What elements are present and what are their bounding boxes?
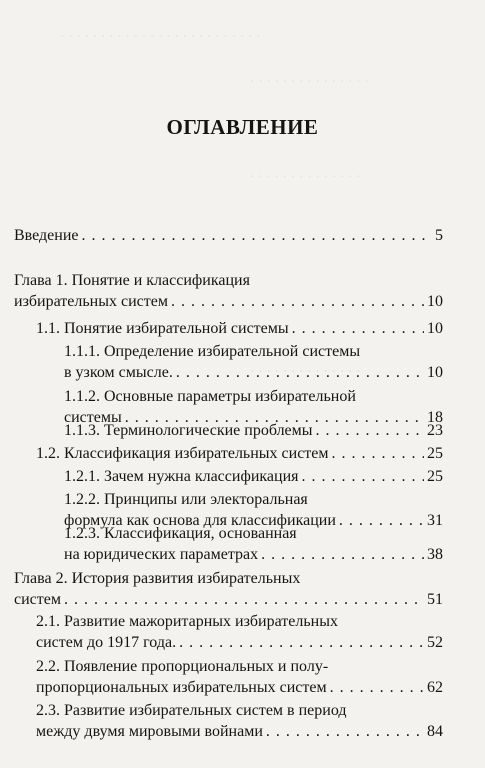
dot-leader: [64, 589, 424, 610]
toc-entry-text-first-line: 1.2.3. Классификация, основанная: [64, 525, 297, 542]
toc-entry-subsection-1-2-3: [64, 523, 443, 565]
dot-leader: [332, 443, 424, 464]
toc-entry-subsection-1-1-3: [64, 420, 443, 441]
dot-leader: [292, 318, 424, 339]
toc-entry-text: 1.1.3. Терминологические проблемы: [64, 422, 313, 439]
toc-entry-page: 31: [427, 512, 443, 529]
toc-entry-section-2-3: [36, 700, 443, 742]
toc-entry-page: 25: [427, 445, 443, 462]
dot-leader: [176, 362, 424, 383]
show-through-texture: · · · · · · · · · · · · · ·: [250, 170, 361, 185]
toc-entry-text: на юридических параметрах: [64, 546, 259, 563]
toc-entry-page: 23: [427, 422, 443, 439]
toc-entry-chapter-1: [14, 270, 443, 312]
toc-entry-section-1-2: [36, 443, 443, 464]
toc-entry-subsection-1-2-1: [64, 466, 443, 487]
show-through-texture: · · · · · · · · · · · · · · · · · · · · · · · · ·: [60, 30, 261, 45]
toc-entry-text-first-line: 2.1. Развитие мажоритарных избирательных: [36, 613, 338, 630]
toc-entry-page: 10: [427, 293, 443, 310]
toc-entry-page: 25: [427, 468, 443, 485]
toc-entry-text: формула как основа для классификации: [64, 512, 336, 529]
toc-entry-section-1-1: [36, 318, 443, 339]
toc-entry-page: 52: [427, 634, 443, 651]
toc-entry-subsection-1-1-1: [64, 341, 443, 383]
dot-leader: [266, 721, 424, 742]
toc-entry-section-2-2: [36, 656, 443, 698]
dot-leader: [82, 225, 431, 246]
toc-entry-text-first-line: 2.3. Развитие избирательных систем в период: [36, 702, 347, 719]
show-through-texture: · · · · · · · · · · · · · · ·: [250, 75, 369, 90]
dot-leader: [302, 466, 425, 487]
toc-entry-section-2-1: [36, 611, 443, 653]
show-through-texture: · · · · · · · · · · · · · ·: [250, 365, 361, 380]
toc-entry-text: систем до 1917 года.: [36, 634, 177, 651]
dot-leader: [261, 544, 424, 565]
toc-entry-text-first-line: 2.2. Появление пропорциональных и полу-: [36, 658, 329, 675]
toc-entry-page: 51: [427, 591, 443, 608]
toc-entry-page: 84: [427, 723, 443, 740]
toc-entry-text: Введение: [14, 227, 79, 244]
toc-entry-page: 38: [427, 546, 443, 563]
toc-entry-chapter-2: [14, 568, 443, 610]
toc-entry-text: пропорциональных избирательных систем: [36, 679, 327, 696]
toc-entry-text: систем: [14, 591, 61, 608]
toc-entry-text: 1.2. Классификация избирательных систем: [36, 445, 329, 462]
toc-entry-text: избирательных систем: [14, 293, 168, 310]
page-title: ОГЛАВЛЕНИЕ: [166, 115, 319, 139]
dot-leader: [179, 632, 424, 653]
toc-entry-text-first-line: 1.1.1. Определение избирательной системы: [64, 343, 361, 360]
toc-entry-page: 5: [435, 227, 443, 244]
toc-entry-text-first-line: Глава 2. История развития избирательных: [14, 570, 301, 587]
dot-leader: [330, 677, 424, 698]
toc-entry-page: 10: [427, 364, 443, 381]
toc-entry-page: 10: [427, 320, 443, 337]
toc-entry-page: 62: [427, 679, 443, 696]
toc-entry-page: 18: [427, 409, 443, 426]
dot-leader: [316, 420, 424, 441]
toc-entry-text: между двумя мировыми войнами: [36, 723, 263, 740]
toc-entry-text: 1.1. Понятие избирательной системы: [36, 320, 289, 337]
toc-entry-text: 1.2.1. Зачем нужна классификация: [64, 468, 299, 485]
dot-leader: [171, 291, 424, 312]
toc-entry-text: в узком смысле.: [64, 364, 173, 381]
toc-entry-text-first-line: 1.2.2. Принципы или электоральная: [64, 491, 308, 508]
toc-entry-text-first-line: 1.1.2. Основные параметры избирательной: [64, 388, 356, 405]
toc-entry-text: системы: [64, 409, 122, 426]
toc-entry-introduction: [14, 225, 443, 246]
toc-entry-text-first-line: Глава 1. Понятие и классификация: [14, 272, 250, 289]
